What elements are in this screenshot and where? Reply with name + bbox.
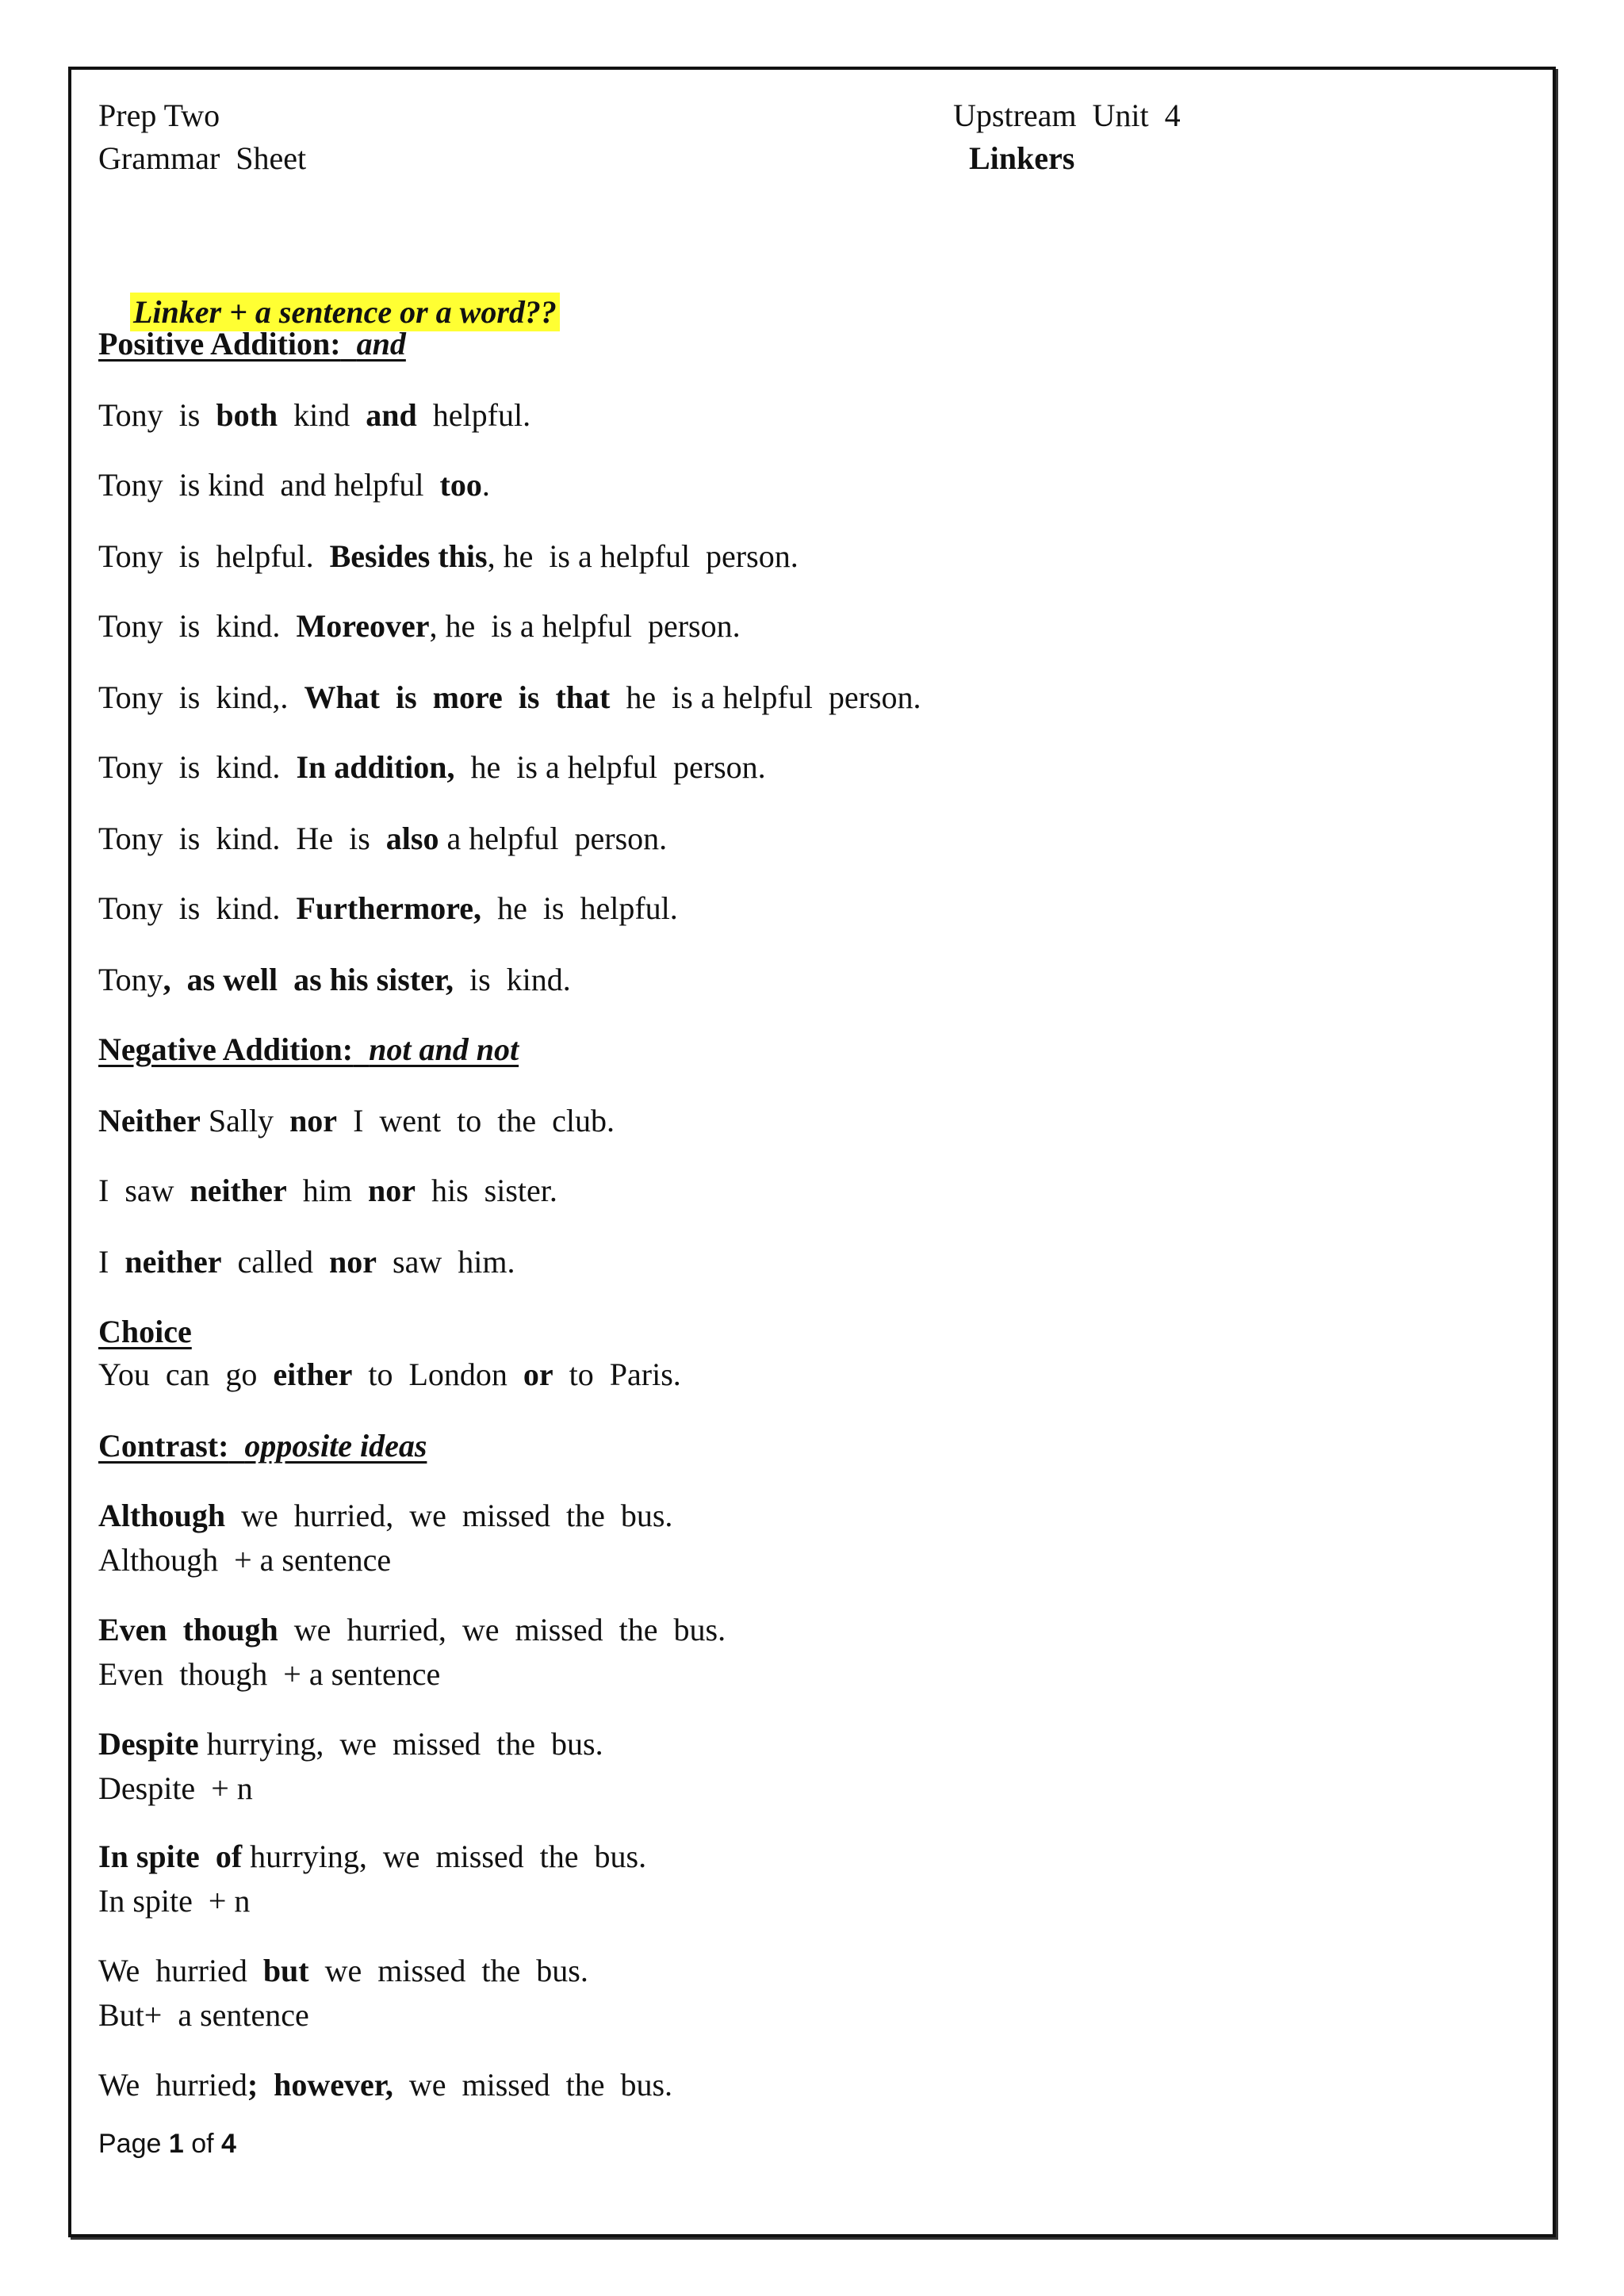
- negative-sentence-3: I neither called nor saw him.: [98, 1244, 515, 1280]
- contrast-sentence-4: In spite of hurrying, we missed the bus.: [98, 1839, 647, 1874]
- contrast-heading-label: Contrast:: [98, 1428, 229, 1464]
- highlighted-question: Linker + a sentence or a word??: [130, 293, 560, 331]
- contrast-note-3: Despite + n: [98, 1770, 253, 1806]
- header-right-line1: Upstream Unit 4: [953, 98, 1181, 133]
- contrast-heading-sub: opposite ideas: [244, 1428, 427, 1464]
- positive-heading: [98, 325, 406, 363]
- positive-sentence-3: Tony is helpful. Besides this, he is a helpful person.: [98, 538, 799, 574]
- positive-sentence-7: Tony is kind. He is also a helpful person.: [98, 821, 668, 856]
- positive-heading-sub: and: [356, 326, 406, 362]
- header-title: Linkers: [969, 140, 1075, 176]
- choice-heading: Choice: [98, 1314, 192, 1349]
- page-number: Page 1 of 4: [98, 2129, 236, 2159]
- contrast-sentence-3: Despite hurrying, we missed the bus.: [98, 1726, 603, 1762]
- positive-sentence-1: Tony is both kind and helpful.: [98, 397, 531, 433]
- positive-sentence-2: Tony is kind and helpful too.: [98, 467, 490, 503]
- positive-sentence-8: Tony is kind. Furthermore, he is helpful.: [98, 890, 678, 926]
- positive-sentence-6: Tony is kind. In addition, he is a helpful person.: [98, 749, 766, 785]
- negative-sentence-1: Neither Sally nor I went to the club.: [98, 1103, 615, 1138]
- negative-heading-label: Negative Addition:: [98, 1031, 354, 1067]
- negative-heading: [98, 1031, 519, 1069]
- header-left-line1: Prep Two: [98, 98, 220, 133]
- header-left-line2: Grammar Sheet: [98, 140, 307, 176]
- contrast-note-4: In spite + n: [98, 1883, 251, 1919]
- contrast-heading: [98, 1427, 427, 1465]
- contrast-note-1: Although + a sentence: [98, 1542, 392, 1578]
- contrast-sentence-6: We hurried; however, we missed the bus.: [98, 2067, 673, 2103]
- contrast-sentence-5: We hurried but we missed the bus.: [98, 1953, 588, 1988]
- contrast-sentence-1: Although we hurried, we missed the bus.: [98, 1498, 673, 1533]
- positive-heading-label: Positive Addition:: [98, 326, 341, 362]
- positive-sentence-5: Tony is kind,. What is more is that he is a helpful person.: [98, 679, 921, 715]
- contrast-note-5: But+ a sentence: [98, 1997, 309, 2033]
- choice-sentence-1: You can go either to London or to Paris.: [98, 1357, 681, 1392]
- negative-sentence-2: I saw neither him nor his sister.: [98, 1173, 557, 1208]
- contrast-note-2: Even though + a sentence: [98, 1656, 441, 1692]
- negative-heading-sub: not and not: [369, 1031, 519, 1067]
- positive-sentence-9: Tony, as well as his sister, is kind.: [98, 962, 571, 997]
- contrast-sentence-2: Even though we hurried, we missed the bus.: [98, 1612, 726, 1647]
- positive-sentence-4: Tony is kind. Moreover, he is a helpful person.: [98, 608, 741, 644]
